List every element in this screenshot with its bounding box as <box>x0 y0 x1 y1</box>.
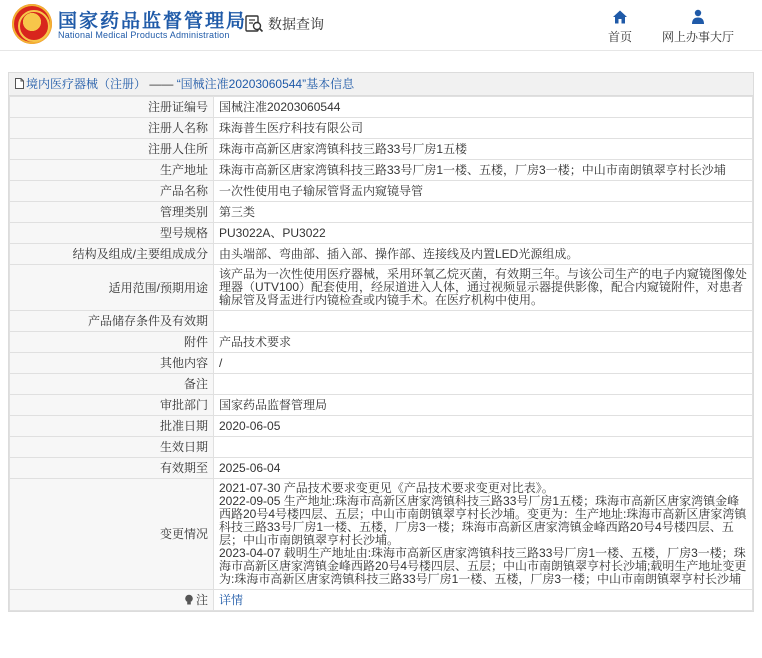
changes-label: 变更情况 <box>10 479 214 590</box>
table-row <box>10 332 753 353</box>
row-label: 产品名称 <box>10 181 214 202</box>
table-row <box>10 265 753 311</box>
row-label: 注册证编号 <box>10 97 214 118</box>
row-value: 2025-06-04 <box>214 458 753 479</box>
note-label: 注 <box>195 593 208 607</box>
lightbulb-icon <box>184 594 194 606</box>
row-label: 产品储存条件及有效期 <box>10 311 214 332</box>
row-value: 2020-06-05 <box>214 416 753 437</box>
table-row <box>10 353 753 374</box>
row-value: 产品技术要求 <box>214 332 753 353</box>
change-entry: 2022-09-05 生产地址:珠海市高新区唐家湾镇科技三路33号厂房1五楼；珠海市高新区唐家湾镇金峰西路20号4号楼四层、五层；中山市南朗镇翠亨村长沙埔。变更为：生产地址:珠海市高新区唐家湾镇科技三路33号厂房1一楼、五楼，厂房3一楼；珠海市高新区唐家湾镇金峰西路20号4号楼四层、五层；中山市南朗镇翠亨村长沙埔。 <box>219 494 747 547</box>
row-value: 一次性使用电子输尿管肾盂内窥镜导管 <box>214 181 753 202</box>
site-subtitle: National Medical Products Administration <box>58 30 230 40</box>
row-label: 注册人名称 <box>10 118 214 139</box>
table-row <box>10 416 753 437</box>
nav-online-office-label: 网上办事大厅 <box>661 30 734 44</box>
row-value: 该产品为一次性使用医疗器械，采用环氧乙烷灭菌，有效期三年。与该公司生产的电子内窥镜图像处理器（UTV100）配套使用，经尿道进入人体，通过视频显示器提供影像，配合内窥镜附件，对患者输尿管及肾盂进行内镜检查或内镜手术。在医疗机构中使用。 <box>214 265 753 311</box>
table-row <box>10 395 753 416</box>
data-query-label: 数据查询 <box>268 16 324 32</box>
table-row-note <box>10 590 753 611</box>
table-row <box>10 181 753 202</box>
row-label: 生效日期 <box>10 437 214 458</box>
nav-online-office[interactable] <box>655 8 741 45</box>
row-value: 珠海市高新区唐家湾镇科技三路33号厂房1一楼、五楼，厂房3一楼；中山市南朗镇翠亨村长沙埔 <box>214 160 753 181</box>
device-info-table <box>9 96 753 611</box>
row-value <box>214 437 753 458</box>
row-label: 有效期至 <box>10 458 214 479</box>
row-value <box>214 311 753 332</box>
record-title: “国械注准20203060544”基本信息 <box>176 77 355 91</box>
nav-home[interactable] <box>602 8 638 45</box>
row-value: 第三类 <box>214 202 753 223</box>
table-row <box>10 244 753 265</box>
table-row <box>10 374 753 395</box>
table-row <box>10 118 753 139</box>
row-label: 批准日期 <box>10 416 214 437</box>
row-label: 管理类别 <box>10 202 214 223</box>
row-value: PU3022A、PU3022 <box>214 223 753 244</box>
row-value: / <box>214 353 753 374</box>
person-icon <box>689 8 707 26</box>
heading-separator: —— <box>146 77 177 91</box>
table-row <box>10 437 753 458</box>
table-row <box>10 202 753 223</box>
data-query-link[interactable] <box>244 13 324 35</box>
row-label: 审批部门 <box>10 395 214 416</box>
row-value: 由头端部、弯曲部、插入部、操作部、连接线及内置LED光源组成。 <box>214 244 753 265</box>
table-row <box>10 160 753 181</box>
site-header <box>0 0 762 51</box>
row-label: 生产地址 <box>10 160 214 181</box>
table-row <box>10 139 753 160</box>
row-label: 结构及组成/主要组成成分 <box>10 244 214 265</box>
nav-home-label: 首页 <box>607 30 632 44</box>
search-icon <box>244 14 264 34</box>
table-row-changes <box>10 479 753 590</box>
row-value <box>214 374 753 395</box>
row-label: 其他内容 <box>10 353 214 374</box>
change-entry: 2021-07-30 产品技术要求变更见《产品技术要求变更对比表》。 <box>219 481 554 495</box>
row-label: 适用范围/预期用途 <box>10 265 214 311</box>
info-panel <box>8 72 754 612</box>
table-row <box>10 97 753 118</box>
table-row <box>10 458 753 479</box>
row-value: 珠海市高新区唐家湾镇科技三路33号厂房1五楼 <box>214 139 753 160</box>
change-entry: 2023-04-07 载明生产地址由:珠海市高新区唐家湾镇科技三路33号厂房1一楼、五楼，厂房3一楼；珠海市高新区唐家湾镇金峰西路20号4号楼四层、五层；中山市南朗镇翠亨村长沙埔;载明生产地址变更为:珠海市高新区唐家湾镇科技三路33号厂房1一楼、五楼，厂房3一楼；中山市南朗镇翠亨村长沙埔 <box>219 546 747 586</box>
panel-heading <box>9 73 753 96</box>
home-icon <box>611 8 629 26</box>
category-breadcrumb[interactable]: 境内医疗器械（注册） <box>26 77 147 91</box>
table-row <box>10 311 753 332</box>
row-label: 型号规格 <box>10 223 214 244</box>
details-link[interactable]: 详情 <box>219 593 244 607</box>
table-row <box>10 223 753 244</box>
row-value: 珠海普生医疗科技有限公司 <box>214 118 753 139</box>
row-label: 备注 <box>10 374 214 395</box>
national-emblem-logo[interactable]: ★ <box>12 4 52 44</box>
document-icon <box>15 78 24 89</box>
row-value: 国家药品监督管理局 <box>214 395 753 416</box>
changes-value <box>214 479 753 590</box>
row-label: 附件 <box>10 332 214 353</box>
row-value: 国械注准20203060544 <box>214 97 753 118</box>
note-value <box>214 590 753 611</box>
note-label-cell <box>10 590 214 611</box>
site-title[interactable]: 国家药品监督管理局 <box>58 11 248 32</box>
row-label: 注册人住所 <box>10 139 214 160</box>
